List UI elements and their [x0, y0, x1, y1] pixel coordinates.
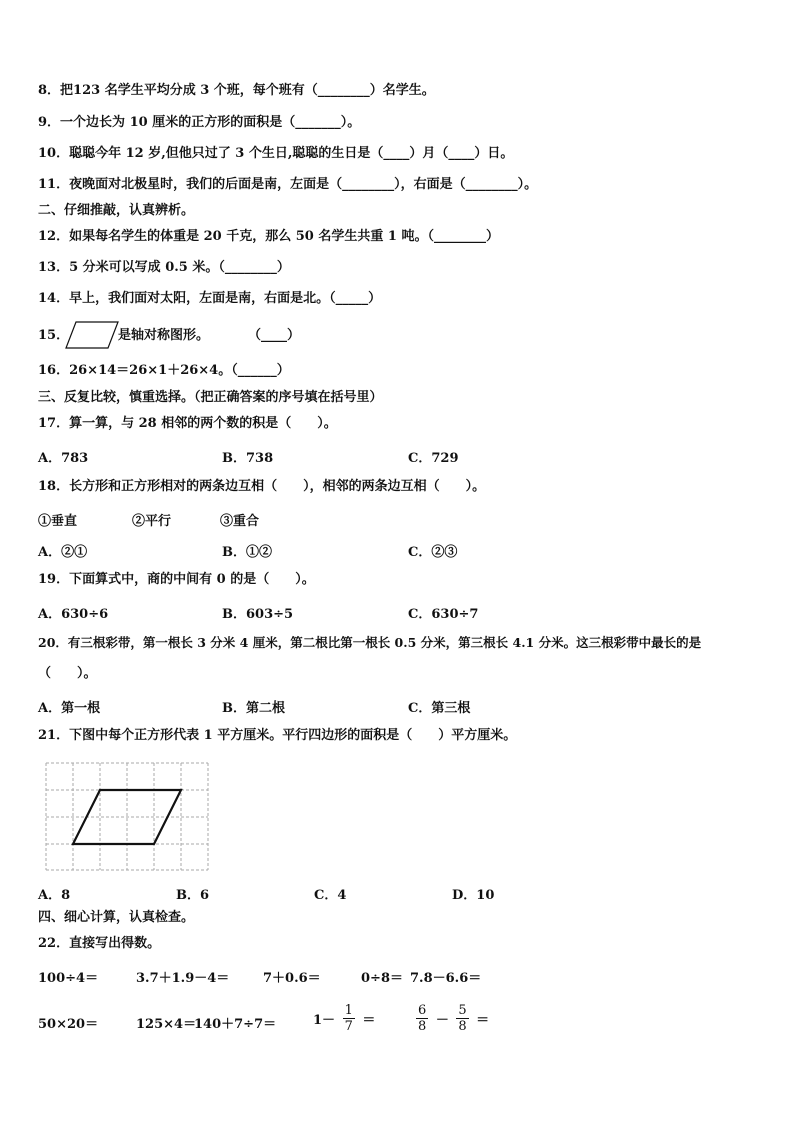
numerator: 5 [458, 1003, 467, 1018]
option-c[interactable]: C．4 [314, 888, 347, 903]
option-c[interactable]: C．第三根 [408, 701, 471, 716]
question-21: 21．下图中每个正方形代表 1 平方厘米。平行四边形的面积是（ ）平方厘米。 [38, 728, 517, 743]
calc-item: 3.7＋1.9－4＝ [136, 971, 230, 986]
denominator: 8 [418, 1019, 427, 1034]
question-22: 22．直接写出得数。 [38, 936, 161, 951]
option-a[interactable]: A．第一根 [38, 701, 101, 716]
option-b[interactable]: B．①② [222, 545, 272, 560]
calc-item: 50×20＝ [38, 1017, 99, 1032]
question-15-number: 15． [38, 328, 70, 343]
denominator: 8 [458, 1019, 467, 1034]
numerator: 1 [344, 1003, 353, 1018]
option-c[interactable]: C．630÷7 [408, 607, 479, 622]
option-a[interactable]: A．630÷6 [38, 607, 109, 622]
question-18: 18．长方形和正方形相对的两条边互相（ ），相邻的两条边互相（ ）。 [38, 479, 486, 494]
option-b[interactable]: B．6 [176, 888, 210, 903]
question-12: 12．如果每名学生的体重是 20 千克，那么 50 名学生共重 1 吨。（________） [38, 229, 499, 244]
question-15-blank: （____） [248, 328, 301, 343]
option-c[interactable]: C．729 [408, 451, 459, 466]
question-14: 14．早上，我们面对太阳，左面是南，右面是北。（_____） [38, 291, 382, 306]
calc-fraction-1 [313, 1003, 375, 1034]
question-8: 8．把123 名学生平均分成 3 个班，每个班有（________）名学生。 [38, 83, 435, 98]
option-c[interactable]: C．②③ [408, 545, 458, 560]
option-b[interactable]: B．第二根 [222, 701, 285, 716]
calc-item: 7＋0.6＝ [263, 971, 321, 986]
question-16: 16．26×14＝26×1＋26×4。（______） [38, 363, 290, 378]
question-20-line-2: （ ）。 [38, 666, 97, 681]
question-15-text: 是轴对称图形。 [118, 328, 210, 343]
question-13: 13．5 分米可以写成 0.5 米。（________） [38, 260, 290, 275]
calc-item: 7.8－6.6＝ [410, 971, 482, 986]
fraction [456, 1003, 468, 1034]
parallelogram-figure [64, 320, 120, 350]
calc-item: 0÷8＝ [361, 971, 403, 986]
question-11: 11．夜晚面对北极星时，我们的后面是南，左面是（________），右面是（________）。 [38, 177, 538, 192]
fraction [416, 1003, 428, 1034]
equals: ＝ [362, 1013, 376, 1028]
section-2-heading: 二、仔细推敲，认真辨析。 [38, 203, 195, 218]
item-1: ①垂直 [38, 514, 78, 529]
option-b[interactable]: B．603÷5 [222, 607, 294, 622]
numerator: 6 [418, 1003, 427, 1018]
question-9: 9．一个边长为 10 厘米的正方形的面积是（_______）。 [38, 115, 361, 130]
option-b[interactable]: B．738 [222, 451, 274, 466]
grid-figure [44, 760, 210, 873]
fraction [343, 1003, 355, 1034]
question-20-line-1: 20．有三根彩带，第一根长 3 分米 4 厘米，第二根比第一根长 0.5 分米，第三根长 4.1 分米。这三根彩带中最长的是 [38, 635, 702, 650]
item-3: ③重合 [220, 514, 260, 529]
option-d[interactable]: D．10 [452, 888, 495, 903]
question-10: 10．聪聪今年 12 岁,但他只过了 3 个生日,聪聪的生日是（____）月（____）日。 [38, 146, 514, 161]
equals: ＝ [476, 1013, 490, 1028]
calc-item: 100÷4＝ [38, 971, 99, 986]
minus: － [435, 1013, 449, 1028]
option-a[interactable]: A．8 [38, 888, 71, 903]
calc-item: 125×4＝ [136, 1017, 197, 1032]
whole-part: 1－ [313, 1013, 336, 1028]
calc-fraction-2 [413, 1003, 489, 1034]
option-a[interactable]: A．②① [38, 545, 88, 560]
option-a[interactable]: A．783 [38, 451, 89, 466]
question-17: 17．算一算，与 28 相邻的两个数的积是（ ）。 [38, 416, 337, 431]
denominator: 7 [344, 1019, 353, 1034]
item-2: ②平行 [132, 514, 172, 529]
calc-item: 140＋7÷7＝ [194, 1017, 277, 1032]
question-19: 19．下面算式中，商的中间有 0 的是（ ）。 [38, 572, 315, 587]
section-4-heading: 四、细心计算，认真检查。 [38, 910, 195, 925]
section-3-heading: 三、反复比较，慎重选择。（把正确答案的序号填在括号里） [38, 390, 383, 405]
